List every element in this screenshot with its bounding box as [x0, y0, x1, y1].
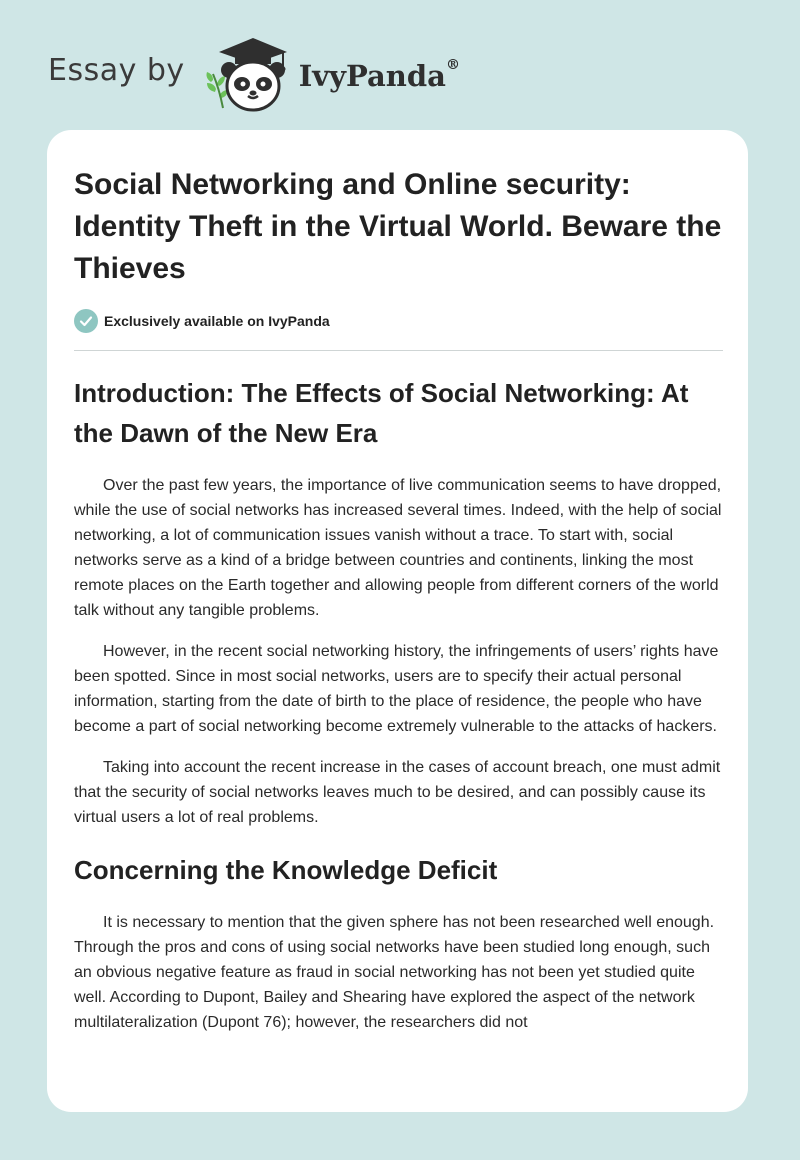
exclusive-badge: [74, 308, 724, 334]
registered-mark: ®: [445, 57, 460, 74]
check-circle-icon: [74, 309, 98, 333]
section-heading-knowledge-deficit: Concerning the Knowledge Deficit: [74, 855, 498, 885]
paragraph: Taking into account the recent increase in the cases of account breach, one must admit that the security of social networks leaves much to be desired, and can possibly cause its virtual users a lot of real problems.: [74, 759, 721, 826]
essay-card: [47, 130, 748, 1112]
paragraph: It is necessary to mention that the given sphere has not been researched well enough. Through the pros and cons of using social networks have been studied long enough, such an obvious negative feature as fraud in social networking has not been yet studied quite well. According to Dupont, Bailey and Shearing have explored the aspect of the network multilateralization (Dupont 76); however, the researchers did not: [74, 914, 715, 1031]
essay-title: Social Networking and Online security: Identity Theft in the Virtual World. Beware the Thieves: [74, 168, 722, 285]
essay-by-label: Essay by: [48, 52, 185, 88]
brand-name[interactable]: IvyPanda®: [298, 57, 460, 93]
site-header: [48, 34, 460, 114]
section-heading-introduction: Introduction: The Effects of Social Networking: At the Dawn of the New Era: [74, 378, 689, 448]
paragraph: However, in the recent social networking history, the infringements of users’ rights have been spotted. Since in most social networks, users are to specify their actual personal information, starting from the date of birth to the place of residence, the people who have become a part of social networking become extremely vulnerable to the attacks of hackers.: [74, 643, 719, 735]
paragraph: Over the past few years, the importance of live communication seems to have dropped, while the use of social networks has increased several times. Indeed, with the help of social networking, a lot of communication issues vanish without a trace. To start with, social networks serve as a kind of a bridge between countries and continents, linking the most remote places on the Earth together and allowing people from different corners of the world talk without any tangible problems.: [74, 477, 722, 619]
panda-graduate-logo-icon[interactable]: [199, 34, 295, 114]
exclusive-badge-text: Exclusively available on IvyPanda: [104, 313, 330, 329]
essay-content: [74, 164, 724, 1035]
title-divider: [74, 350, 723, 351]
